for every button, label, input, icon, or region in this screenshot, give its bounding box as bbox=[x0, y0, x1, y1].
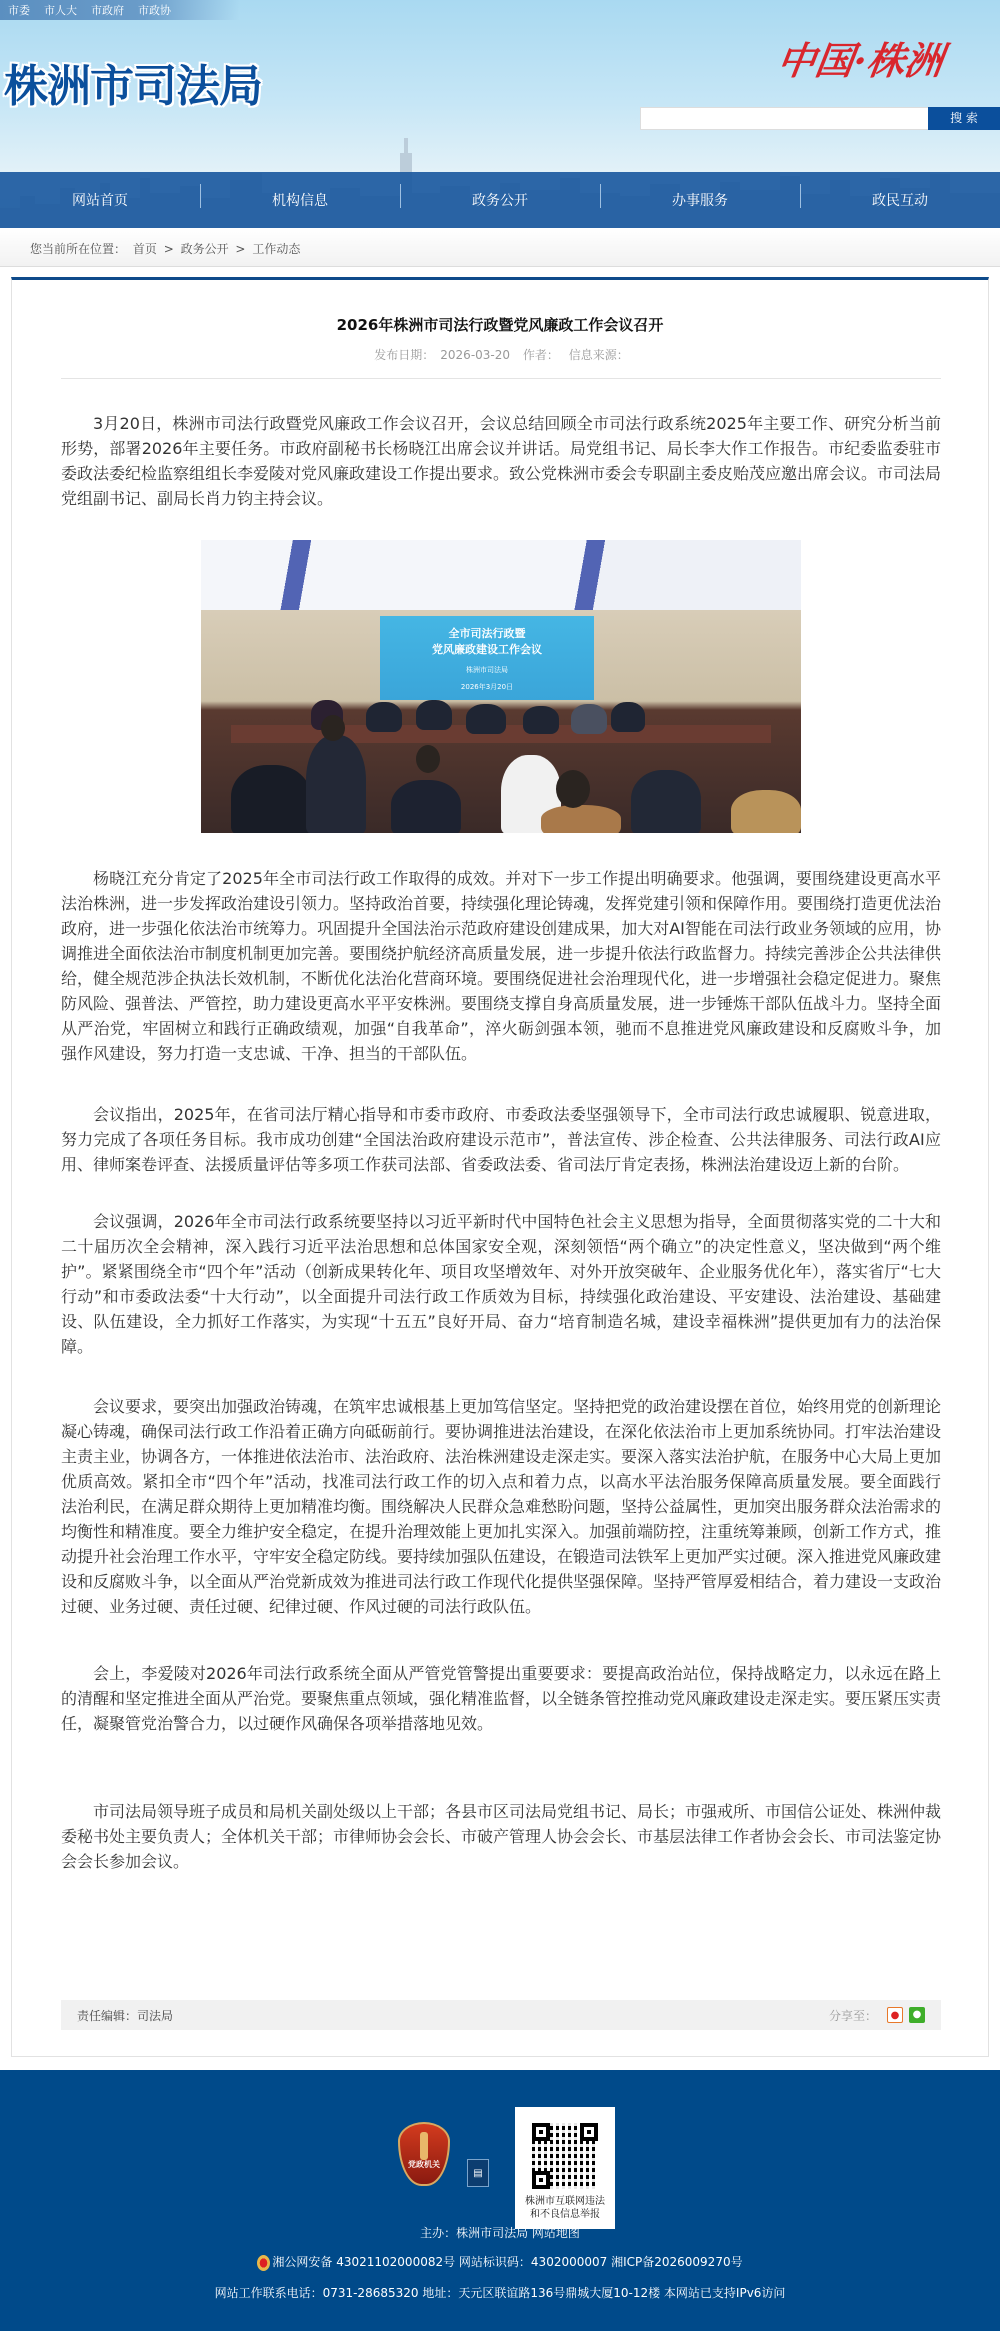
footer-record: 湘公网安备 43021102000082号 网站标识码：4302000007 湘ICP备2026009270号 bbox=[0, 2253, 1000, 2271]
wechat-share-icon[interactable]: ● bbox=[909, 2007, 925, 2023]
paragraph: 会议指出，2025年，在省司法厅精心指导和市委市政府、市委政法委坚强领导下，全市司法行政忠诚履职、锐意进取，努力完成了各项任务目标。我市成功创建“全国法治政府建设示范市”，普法宣传、涉企检查、公共法律服务、司法行政AI应用、律师案卷评查、法援质量评估等多项工作获司法部、省委政法委、省司法厅肯定表扬，株洲法治建设迈上新的台阶。 bbox=[61, 1105, 941, 1174]
article-title: 2026年株洲市司法行政暨党风廉政工作会议召开 bbox=[336, 316, 664, 334]
nav-home[interactable]: 网站首页 bbox=[72, 193, 128, 209]
top-link-cppcc[interactable]: 市政协 bbox=[138, 4, 171, 17]
breadcrumb bbox=[0, 228, 1000, 267]
paragraph: 3月20日，株洲市司法行政暨党风廉政工作会议召开，会议总结回顾全市司法行政系统2025年主要工作、研究分析当前形势，部署2026年主要任务。市政府副秘书长杨晓江出席会议并讲话。局党组书记、局长李大作工作报告。市纪委监委驻市委政法委纪检监察组组长李爱陵对党风廉政建设工作提出要求。致公党株洲市委会专职副主委皮贻茂应邀出席会议。市司法局党组副书记、副局长肖力钧主持会议。 bbox=[61, 414, 942, 508]
title-divider bbox=[61, 378, 941, 379]
party-government-badge-icon[interactable]: 党政机关 bbox=[398, 2122, 450, 2186]
qr-caption-line1: 株洲市互联网违法 bbox=[525, 2196, 605, 2207]
breadcrumb-work-news[interactable]: 工作动态 bbox=[252, 242, 301, 256]
paragraph: 市司法局领导班子成员和局机关副处级以上干部；各县市区司法局党组书记、局长；市强戒所、市国信公证处、株洲仲裁委秘书处主要负责人；全体机关干部；市律师协会会长、市破产管理人协会会长、市基层法律工作者协会会长、市司法鉴定协会会长参加会议。 bbox=[61, 1802, 942, 1871]
article-container bbox=[11, 277, 989, 2057]
calligraphy-logo: 中国·株洲 bbox=[774, 38, 946, 83]
source-label: 信息来源： bbox=[568, 348, 629, 362]
nav-organization[interactable]: 机构信息 bbox=[200, 190, 400, 210]
article-meta bbox=[12, 346, 988, 363]
top-link-government[interactable]: 市政府 bbox=[91, 4, 124, 17]
breadcrumb-separator: > bbox=[235, 242, 246, 256]
search-input[interactable] bbox=[640, 107, 930, 130]
nav-interaction[interactable]: 政民互动 bbox=[800, 190, 1000, 210]
editor-label: 责任编辑： bbox=[77, 2008, 138, 2023]
photo-ceiling bbox=[201, 540, 801, 610]
site-footer bbox=[0, 2070, 1000, 2331]
paragraph: 会议要求，要突出加强政治铸魂，在筑牢忠诚根基上更加笃信坚定。坚持把党的政治建设摆在首位，始终用党的创新理论凝心铸魂，确保司法行政工作沿着正确方向砥砺前行。要协调推进法治建设，在深化依法治市上更加系统协同。打牢法治建设主责主业，协调各方，一体推进依法治市、法治政府、法治株洲建设走深走实。要深入落实法治护航，在服务中心大局上更加优质高效。紧扣全市“四个年”活动，找准司法行政工作的切入点和着力点，以高水平法治服务保障高质量发展。要全面践行法治利民，在满足群众期待上更加精准均衡。围绕解决人民群众急难愁盼问题，坚持公益属性，更加突出服务群众法治需求的均衡性和精准度。要全力维护安全稳定，在提升治理效能上更加扎实深入。加强前端防控，注重统筹兼顾，创新工作方式，推动提升社会治理工作水平，守牢安全稳定防线。要持续加强队伍建设，在锻造司法铁军上更加严实过硬。深入推进党风廉政建设和反腐败斗争，以全面从严治党新成效为推进司法行政工作现代化提供坚强保障。坚持严管厚爱相结合，着力建设一支政治过硬、业务过硬、责任过硬、纪律过硬、作风过硬的司法行政队伍。 bbox=[61, 1397, 942, 1616]
top-link-congress[interactable]: 市人大 bbox=[44, 4, 77, 17]
qr-caption-line2: 和不良信息举报 bbox=[530, 2209, 600, 2220]
report-qr-code[interactable] bbox=[515, 2107, 615, 2229]
weibo-share-icon[interactable]: ● bbox=[887, 2007, 903, 2023]
breadcrumb-gov-affairs[interactable]: 政务公开 bbox=[180, 242, 229, 256]
nav-government-affairs[interactable]: 政务公开 bbox=[400, 190, 600, 210]
paragraph: 会上，李爱陵对2026年司法行政系统全面从严管党管警提出重要要求：要提高政治站位，保持战略定力，以永远在路上的清醒和坚定推进全面从严治党。要聚焦重点领域，强化精准监督，以全链条管控推动党风廉政建设走深走实。要压紧压实责任，凝聚管党治警合力，以过硬作风确保各项举措落地见效。 bbox=[61, 1664, 942, 1733]
footer-contact: 网站工作联系电话：0731-28685320 地址：天元区联谊路136号鼎城大厦10-12楼 本网站已支持IPv6访问 bbox=[214, 2286, 786, 2300]
search-button[interactable]: 搜 索 bbox=[928, 107, 1000, 130]
publish-date: 2026-03-20 bbox=[440, 348, 511, 362]
site-header bbox=[0, 0, 1000, 228]
qr-code-icon bbox=[532, 2123, 598, 2189]
author-label: 作者： bbox=[522, 348, 559, 362]
footer-host: 主办：株洲市司法局 网站地图 bbox=[420, 2226, 580, 2240]
breadcrumb-home[interactable]: 首页 bbox=[132, 242, 157, 256]
article-body bbox=[61, 411, 941, 1874]
editor-name: 司法局 bbox=[137, 2008, 174, 2023]
meeting-photo bbox=[201, 540, 801, 833]
share-label: 分享至： bbox=[828, 2008, 877, 2023]
photo-screen: 全市司法行政暨 党风廉政建设工作会议 株洲市司法局 2026年3月20日 bbox=[380, 616, 594, 700]
nav-services[interactable]: 办事服务 bbox=[600, 190, 800, 210]
document-icon[interactable]: ▤ bbox=[467, 2159, 489, 2187]
police-emblem-icon bbox=[257, 2255, 270, 2271]
paragraph: 杨晓江充分肯定了2025年全市司法行政工作取得的成效。并对下一步工作提出明确要求。他强调，要围绕建设更高水平法治株洲，进一步发挥政治建设引领力。坚持政治首要，持续强化理论铸魂，发挥党建引领和保障作用。要围绕打造更优法治政府，进一步强化依法治市统筹力。巩固提升全国法治示范政府建设创建成果，加大对AI智能在司法行政业务领域的应用，协调推进全面依法治市制度机制更加完善。要围绕护航经济高质量发展，进一步提升依法行政监督力。持续完善涉企公共法律供给，健全规范涉企执法长效机制，不断优化法治化营商环境。要围绕促进社会治理现代化，进一步增强社会稳定促进力。聚焦防风险、强普法、严管控，助力建设更高水平平安株洲。要围绕支撑自身高质量发展，进一步锤炼干部队伍战斗力。坚持全面从严治党，牢固树立和践行正确政绩观，加强“自我革命”，淬火砺剑强本领，驰而不息推进党风廉政建设和反腐败斗争，加强作风建设，努力打造一支忠诚、干净、担当的干部队伍。 bbox=[61, 869, 942, 1063]
breadcrumb-label: 您当前所在位置： bbox=[30, 242, 127, 256]
date-label: 发布日期： 2026-03-20 bbox=[374, 348, 511, 362]
top-link-party[interactable]: 市委 bbox=[8, 4, 30, 17]
paragraph: 会议强调，2026年全市司法行政系统要坚持以习近平新时代中国特色社会主义思想为指导，全面贯彻落实党的二十大和二十届历次全会精神，深入践行习近平法治思想和总体国家安全观，深刻领悟“两个确立”的决定性意义，坚决做到“两个维护”。紧紧围绕全市“四个年”活动（创新成果转化年、项目攻坚增效年、对外开放突破年、企业服务优化年），落实省厅“七大行动”和市委政法委“十大行动”，以全面提升司法行政工作质效为目标，持续强化政治建设、平安建设、法治建设、基础建设、队伍建设，全力抓好工作落实，为实现“十五五”良好开局、奋力“培育制造名城，建设幸福株洲”提供更加有力的法治保障。 bbox=[61, 1212, 941, 1356]
site-logo[interactable]: 株洲市司法局 bbox=[4, 61, 262, 112]
main-nav bbox=[0, 172, 1000, 228]
top-links-bar bbox=[0, 0, 240, 20]
editor-share-bar bbox=[61, 2000, 941, 2030]
breadcrumb-separator: > bbox=[163, 242, 174, 256]
